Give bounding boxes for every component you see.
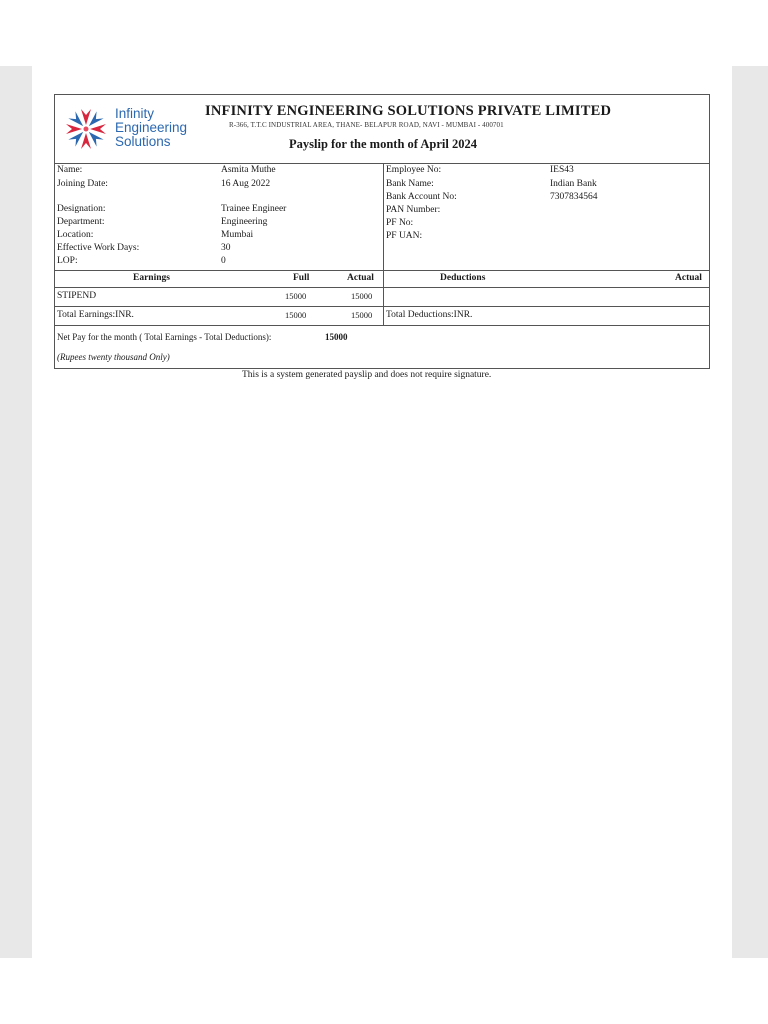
table-row <box>55 288 709 307</box>
lop-value: 0 <box>221 256 226 266</box>
department-value: Engineering <box>221 217 268 227</box>
location-value: Mumbai <box>221 230 254 240</box>
employee-no-value: IES43 <box>550 165 574 175</box>
designation-label: Designation: <box>57 204 106 214</box>
pan-number-label: PAN Number: <box>386 205 441 215</box>
logo-line: Infinity <box>115 106 155 121</box>
earning-name: STIPEND <box>57 291 97 301</box>
net-pay-value: 15000 <box>325 332 348 342</box>
earnings-table-header <box>55 271 709 288</box>
joining-date-value: 16 Aug 2022 <box>221 179 271 189</box>
designation-value: Trainee Engineer <box>221 204 287 214</box>
bank-account-value: 7307834564 <box>550 192 598 202</box>
total-actual: 15000 <box>351 310 373 320</box>
deductions-actual-header: Actual <box>675 273 702 283</box>
work-days-label: Effective Work Days: <box>57 243 140 253</box>
payslip <box>54 94 710 369</box>
name-label: Name: <box>57 165 83 175</box>
lop-label: LOP: <box>57 256 78 266</box>
payslip-title: Payslip for the month of April 2024 <box>289 137 477 151</box>
total-deductions-label: Total Deductions:INR. <box>386 310 473 320</box>
total-full: 15000 <box>285 310 307 320</box>
deductions-header: Deductions <box>440 273 486 283</box>
location-label: Location: <box>57 230 94 240</box>
bank-account-label: Bank Account No: <box>386 192 457 202</box>
company-logo <box>61 105 201 153</box>
company-address: R-366, T.T.C INDUSTRIAL AREA, THANE- BELAPUR ROAD, NAVI - MUMBAI - 400701 <box>229 121 504 129</box>
logo-wordmark <box>115 107 187 149</box>
total-earnings-label: Total Earnings:INR. <box>57 310 134 320</box>
employee-no-label: Employee No: <box>386 165 442 175</box>
bank-name-value: Indian Bank <box>550 179 597 189</box>
earnings-header: Earnings <box>133 273 170 283</box>
name-value: Asmita Muthe <box>221 165 276 175</box>
bank-name-label: Bank Name: <box>386 179 434 189</box>
column-divider <box>383 271 384 287</box>
totals-row <box>55 307 709 326</box>
company-name: INFINITY ENGINEERING SOLUTIONS PRIVATE LIMITED <box>205 103 612 119</box>
work-days-value: 30 <box>221 243 231 253</box>
pf-no-label: PF No: <box>386 218 414 228</box>
logo-line: Solutions <box>115 134 171 149</box>
info-divider <box>383 164 384 270</box>
net-pay-label: Net Pay for the month ( Total Earnings - Total Deductions): <box>57 332 272 342</box>
full-header: Full <box>293 273 310 283</box>
column-divider <box>383 288 384 306</box>
earning-actual: 15000 <box>351 291 373 301</box>
employee-info <box>55 164 709 271</box>
column-divider <box>383 307 384 325</box>
net-pay-section <box>55 326 709 368</box>
footer-note: This is a system generated payslip and does not require signature. <box>242 370 492 380</box>
star-logo-icon <box>61 105 111 153</box>
department-label: Department: <box>57 217 105 227</box>
net-pay-words: (Rupees twenty thousand Only) <box>57 352 170 362</box>
payslip-header <box>55 95 709 164</box>
joining-date-label: Joining Date: <box>57 179 108 189</box>
logo-line: Engineering <box>115 120 188 135</box>
actual-header: Actual <box>347 273 374 283</box>
earning-full: 15000 <box>285 291 307 301</box>
pf-uan-label: PF UAN: <box>386 231 423 241</box>
